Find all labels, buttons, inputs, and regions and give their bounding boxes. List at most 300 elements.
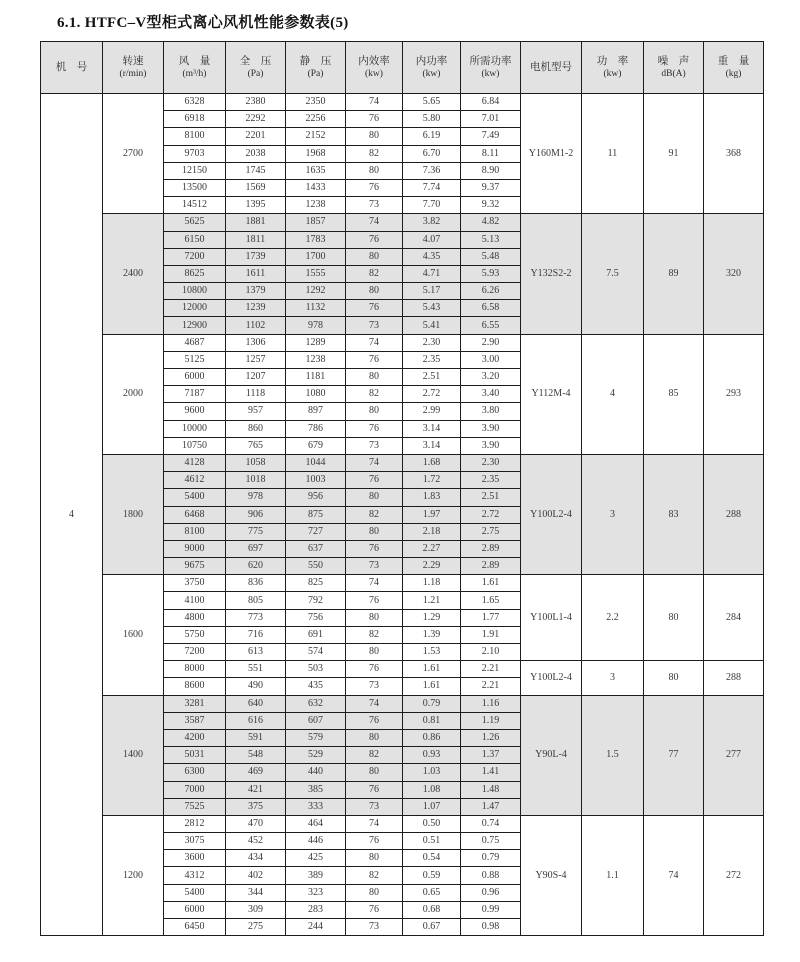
required-power-cell: 9.32 [461,197,521,214]
static-pressure-cell: 440 [286,764,346,781]
col-header-label: 噪 声 [657,56,690,67]
noise-cell: 85 [644,334,704,454]
internal-power-cell: 4.35 [403,248,461,265]
static-pressure-cell: 1238 [286,197,346,214]
static-pressure-cell: 2256 [286,111,346,128]
total-pressure-cell: 1102 [226,317,286,334]
total-pressure-cell: 275 [226,919,286,936]
internal-power-cell: 7.74 [403,179,461,196]
speed-cell: 1200 [103,815,164,935]
col-header-label: 机 号 [55,62,88,73]
air-volume-cell: 3600 [164,850,226,867]
internal-efficiency-cell: 80 [346,248,403,265]
motor-power-cell: 3 [582,661,644,695]
internal-efficiency-cell: 82 [346,386,403,403]
internal-efficiency-cell: 76 [346,712,403,729]
air-volume-cell: 3075 [164,833,226,850]
col-header-total-pressure [226,42,286,94]
internal-efficiency-cell: 74 [346,454,403,471]
air-volume-cell: 6328 [164,94,226,111]
required-power-cell: 0.98 [461,919,521,936]
internal-power-cell: 3.14 [403,437,461,454]
internal-power-cell: 1.61 [403,678,461,695]
required-power-cell: 0.88 [461,867,521,884]
internal-efficiency-cell: 73 [346,197,403,214]
total-pressure-cell: 1058 [226,454,286,471]
weight-cell: 320 [704,214,764,334]
internal-power-cell: 6.70 [403,145,461,162]
static-pressure-cell: 607 [286,712,346,729]
total-pressure-cell: 490 [226,678,286,695]
required-power-cell: 1.48 [461,781,521,798]
col-header-machine-no [41,42,103,94]
required-power-cell: 2.10 [461,644,521,661]
air-volume-cell: 14512 [164,197,226,214]
required-power-cell: 5.13 [461,231,521,248]
required-power-cell: 6.58 [461,300,521,317]
air-volume-cell: 6468 [164,506,226,523]
motor-power-cell: 4 [582,334,644,454]
static-pressure-cell: 464 [286,815,346,832]
internal-efficiency-cell: 80 [346,884,403,901]
internal-power-cell: 0.81 [403,712,461,729]
table-row [41,214,764,231]
internal-power-cell: 2.27 [403,540,461,557]
air-volume-cell: 4128 [164,454,226,471]
internal-power-cell: 4.71 [403,265,461,282]
air-volume-cell: 9000 [164,540,226,557]
col-header-label: 全 压 [239,56,272,67]
static-pressure-cell: 503 [286,661,346,678]
table-row [41,575,764,592]
total-pressure-cell: 470 [226,815,286,832]
internal-power-cell: 1.08 [403,781,461,798]
air-volume-cell: 6300 [164,764,226,781]
static-pressure-cell: 1289 [286,334,346,351]
internal-efficiency-cell: 76 [346,661,403,678]
internal-power-cell: 1.61 [403,661,461,678]
col-header-noise [644,42,704,94]
air-volume-cell: 7525 [164,798,226,815]
internal-power-cell: 5.17 [403,283,461,300]
static-pressure-cell: 2350 [286,94,346,111]
air-volume-cell: 3281 [164,695,226,712]
static-pressure-cell: 1433 [286,179,346,196]
air-volume-cell: 8000 [164,661,226,678]
motor-power-cell: 7.5 [582,214,644,334]
noise-cell: 83 [644,454,704,574]
total-pressure-cell: 591 [226,729,286,746]
static-pressure-cell: 529 [286,747,346,764]
internal-power-cell: 1.68 [403,454,461,471]
total-pressure-cell: 773 [226,609,286,626]
internal-efficiency-cell: 80 [346,729,403,746]
required-power-cell: 6.84 [461,94,521,111]
air-volume-cell: 10000 [164,420,226,437]
internal-efficiency-cell: 82 [346,265,403,282]
internal-efficiency-cell: 82 [346,747,403,764]
col-header-motor-power [582,42,644,94]
air-volume-cell: 4312 [164,867,226,884]
static-pressure-cell: 679 [286,437,346,454]
air-volume-cell: 8625 [164,265,226,282]
machine-no-cell: 4 [41,94,103,936]
internal-efficiency-cell: 80 [346,644,403,661]
internal-efficiency-cell: 80 [346,850,403,867]
internal-power-cell: 1.21 [403,592,461,609]
internal-efficiency-cell: 73 [346,558,403,575]
total-pressure-cell: 1611 [226,265,286,282]
total-pressure-cell: 469 [226,764,286,781]
air-volume-cell: 8600 [164,678,226,695]
required-power-cell: 1.19 [461,712,521,729]
internal-efficiency-cell: 80 [346,609,403,626]
air-volume-cell: 8100 [164,523,226,540]
required-power-cell: 2.72 [461,506,521,523]
required-power-cell: 1.16 [461,695,521,712]
motor-power-cell: 1.1 [582,815,644,935]
weight-cell: 277 [704,695,764,815]
air-volume-cell: 6450 [164,919,226,936]
col-header-label: 功 率 [596,56,629,67]
total-pressure-cell: 1207 [226,369,286,386]
required-power-cell: 4.82 [461,214,521,231]
noise-cell: 89 [644,214,704,334]
total-pressure-cell: 344 [226,884,286,901]
col-header-unit: (kg) [725,69,742,79]
required-power-cell: 6.26 [461,283,521,300]
static-pressure-cell: 1181 [286,369,346,386]
weight-cell: 368 [704,94,764,214]
static-pressure-cell: 1700 [286,248,346,265]
col-header-unit: (Pa) [247,69,264,79]
total-pressure-cell: 1395 [226,197,286,214]
required-power-cell: 0.96 [461,884,521,901]
internal-power-cell: 5.43 [403,300,461,317]
air-volume-cell: 6000 [164,901,226,918]
required-power-cell: 2.35 [461,472,521,489]
static-pressure-cell: 435 [286,678,346,695]
col-header-label: 内效率 [358,56,390,67]
internal-efficiency-cell: 74 [346,94,403,111]
required-power-cell: 1.65 [461,592,521,609]
internal-efficiency-cell: 82 [346,626,403,643]
header-row [41,42,764,94]
internal-power-cell: 1.03 [403,764,461,781]
noise-cell: 80 [644,661,704,695]
internal-power-cell: 0.54 [403,850,461,867]
required-power-cell: 3.80 [461,403,521,420]
air-volume-cell: 10800 [164,283,226,300]
required-power-cell: 2.90 [461,334,521,351]
table-row [41,94,764,111]
motor-model-cell: Y100L2-4 [521,454,582,574]
static-pressure-cell: 333 [286,798,346,815]
total-pressure-cell: 1306 [226,334,286,351]
motor-model-cell: Y90S-4 [521,815,582,935]
static-pressure-cell: 385 [286,781,346,798]
internal-efficiency-cell: 74 [346,815,403,832]
total-pressure-cell: 2201 [226,128,286,145]
air-volume-cell: 13500 [164,179,226,196]
internal-efficiency-cell: 82 [346,145,403,162]
col-header-unit: dB(A) [661,69,686,79]
col-header-speed [103,42,164,94]
air-volume-cell: 7200 [164,248,226,265]
air-volume-cell: 5750 [164,626,226,643]
internal-power-cell: 1.72 [403,472,461,489]
noise-cell: 74 [644,815,704,935]
air-volume-cell: 2812 [164,815,226,832]
col-header-air-volume [164,42,226,94]
static-pressure-cell: 323 [286,884,346,901]
required-power-cell: 2.21 [461,661,521,678]
static-pressure-cell: 283 [286,901,346,918]
required-power-cell: 1.91 [461,626,521,643]
required-power-cell: 1.37 [461,747,521,764]
air-volume-cell: 12000 [164,300,226,317]
total-pressure-cell: 1739 [226,248,286,265]
internal-power-cell: 0.67 [403,919,461,936]
static-pressure-cell: 550 [286,558,346,575]
air-volume-cell: 12150 [164,162,226,179]
speed-cell: 2700 [103,94,164,214]
static-pressure-cell: 875 [286,506,346,523]
static-pressure-cell: 637 [286,540,346,557]
internal-power-cell: 0.93 [403,747,461,764]
internal-power-cell: 2.51 [403,369,461,386]
total-pressure-cell: 402 [226,867,286,884]
speed-cell: 1600 [103,575,164,695]
table-body [41,94,764,936]
internal-power-cell: 2.29 [403,558,461,575]
internal-power-cell: 1.39 [403,626,461,643]
total-pressure-cell: 434 [226,850,286,867]
required-power-cell: 0.74 [461,815,521,832]
required-power-cell: 1.47 [461,798,521,815]
static-pressure-cell: 1044 [286,454,346,471]
internal-efficiency-cell: 74 [346,575,403,592]
motor-power-cell: 1.5 [582,695,644,815]
total-pressure-cell: 452 [226,833,286,850]
static-pressure-cell: 792 [286,592,346,609]
air-volume-cell: 9703 [164,145,226,162]
required-power-cell: 1.61 [461,575,521,592]
air-volume-cell: 5031 [164,747,226,764]
required-power-cell: 2.89 [461,558,521,575]
air-volume-cell: 7000 [164,781,226,798]
internal-efficiency-cell: 73 [346,437,403,454]
col-header-internal-power [403,42,461,94]
table-row [41,815,764,832]
internal-efficiency-cell: 80 [346,128,403,145]
internal-efficiency-cell: 73 [346,317,403,334]
static-pressure-cell: 825 [286,575,346,592]
air-volume-cell: 4687 [164,334,226,351]
static-pressure-cell: 1080 [286,386,346,403]
static-pressure-cell: 632 [286,695,346,712]
speed-cell: 2000 [103,334,164,454]
weight-cell: 293 [704,334,764,454]
air-volume-cell: 6000 [164,369,226,386]
motor-model-cell: Y100L1-4 [521,575,582,661]
internal-efficiency-cell: 82 [346,867,403,884]
static-pressure-cell: 1238 [286,351,346,368]
col-header-unit: (kw) [603,69,622,79]
internal-power-cell: 0.50 [403,815,461,832]
air-volume-cell: 4612 [164,472,226,489]
internal-efficiency-cell: 73 [346,678,403,695]
required-power-cell: 1.26 [461,729,521,746]
noise-cell: 91 [644,94,704,214]
air-volume-cell: 6918 [164,111,226,128]
air-volume-cell: 4200 [164,729,226,746]
required-power-cell: 8.11 [461,145,521,162]
speed-cell: 1400 [103,695,164,815]
internal-efficiency-cell: 76 [346,833,403,850]
static-pressure-cell: 1783 [286,231,346,248]
required-power-cell: 2.75 [461,523,521,540]
col-header-unit: (kw) [365,69,383,79]
motor-power-cell: 3 [582,454,644,574]
required-power-cell: 1.41 [461,764,521,781]
col-header-unit: (kw) [481,69,500,79]
internal-power-cell: 2.30 [403,334,461,351]
total-pressure-cell: 375 [226,798,286,815]
col-header-label: 重 量 [717,56,750,67]
col-header-unit: (r/min) [119,69,147,79]
internal-power-cell: 0.59 [403,867,461,884]
static-pressure-cell: 956 [286,489,346,506]
total-pressure-cell: 716 [226,626,286,643]
col-header-static-pressure [286,42,346,94]
internal-power-cell: 7.36 [403,162,461,179]
total-pressure-cell: 836 [226,575,286,592]
static-pressure-cell: 425 [286,850,346,867]
total-pressure-cell: 1018 [226,472,286,489]
required-power-cell: 3.00 [461,351,521,368]
internal-efficiency-cell: 76 [346,351,403,368]
total-pressure-cell: 2292 [226,111,286,128]
col-header-required-power [461,42,521,94]
static-pressure-cell: 1968 [286,145,346,162]
internal-efficiency-cell: 80 [346,489,403,506]
required-power-cell: 2.21 [461,678,521,695]
col-header-unit: (Pa) [307,69,324,79]
col-header-motor-model [521,42,582,94]
total-pressure-cell: 2038 [226,145,286,162]
total-pressure-cell: 1118 [226,386,286,403]
static-pressure-cell: 2152 [286,128,346,145]
required-power-cell: 0.99 [461,901,521,918]
internal-power-cell: 2.35 [403,351,461,368]
air-volume-cell: 6150 [164,231,226,248]
static-pressure-cell: 1292 [286,283,346,300]
internal-power-cell: 0.51 [403,833,461,850]
col-header-label: 静 压 [299,56,332,67]
required-power-cell: 8.90 [461,162,521,179]
required-power-cell: 7.01 [461,111,521,128]
internal-efficiency-cell: 80 [346,764,403,781]
motor-model-cell: Y112M-4 [521,334,582,454]
col-header-internal-efficiency [346,42,403,94]
internal-efficiency-cell: 82 [346,506,403,523]
internal-power-cell: 2.99 [403,403,461,420]
internal-efficiency-cell: 80 [346,523,403,540]
required-power-cell: 3.20 [461,369,521,386]
noise-cell: 77 [644,695,704,815]
table-header [41,42,764,94]
total-pressure-cell: 613 [226,644,286,661]
air-volume-cell: 4800 [164,609,226,626]
static-pressure-cell: 1857 [286,214,346,231]
motor-power-cell: 11 [582,94,644,214]
air-volume-cell: 7200 [164,644,226,661]
total-pressure-cell: 620 [226,558,286,575]
internal-efficiency-cell: 76 [346,179,403,196]
internal-efficiency-cell: 80 [346,283,403,300]
air-volume-cell: 3750 [164,575,226,592]
required-power-cell: 5.48 [461,248,521,265]
static-pressure-cell: 1003 [286,472,346,489]
col-header-unit: (m³/h) [182,69,207,79]
total-pressure-cell: 860 [226,420,286,437]
static-pressure-cell: 389 [286,867,346,884]
col-header-weight [704,42,764,94]
internal-power-cell: 5.65 [403,94,461,111]
fan-parameter-table [40,41,764,936]
required-power-cell: 3.90 [461,437,521,454]
total-pressure-cell: 1811 [226,231,286,248]
speed-cell: 1800 [103,454,164,574]
internal-power-cell: 0.86 [403,729,461,746]
internal-power-cell: 2.72 [403,386,461,403]
motor-model-cell: Y160M1-2 [521,94,582,214]
air-volume-cell: 9675 [164,558,226,575]
internal-power-cell: 2.18 [403,523,461,540]
total-pressure-cell: 548 [226,747,286,764]
static-pressure-cell: 691 [286,626,346,643]
weight-cell: 272 [704,815,764,935]
internal-power-cell: 1.53 [403,644,461,661]
internal-power-cell: 4.07 [403,231,461,248]
speed-cell: 2400 [103,214,164,334]
total-pressure-cell: 421 [226,781,286,798]
air-volume-cell: 5625 [164,214,226,231]
internal-efficiency-cell: 76 [346,781,403,798]
internal-power-cell: 0.79 [403,695,461,712]
static-pressure-cell: 446 [286,833,346,850]
internal-power-cell: 5.41 [403,317,461,334]
table-row [41,334,764,351]
static-pressure-cell: 574 [286,644,346,661]
internal-efficiency-cell: 76 [346,901,403,918]
internal-efficiency-cell: 80 [346,369,403,386]
weight-cell: 284 [704,575,764,661]
total-pressure-cell: 805 [226,592,286,609]
total-pressure-cell: 2380 [226,94,286,111]
total-pressure-cell: 551 [226,661,286,678]
internal-efficiency-cell: 80 [346,403,403,420]
air-volume-cell: 4100 [164,592,226,609]
total-pressure-cell: 1379 [226,283,286,300]
air-volume-cell: 5400 [164,489,226,506]
air-volume-cell: 8100 [164,128,226,145]
internal-power-cell: 3.14 [403,420,461,437]
motor-model-cell: Y90L-4 [521,695,582,815]
required-power-cell: 2.89 [461,540,521,557]
air-volume-cell: 5400 [164,884,226,901]
